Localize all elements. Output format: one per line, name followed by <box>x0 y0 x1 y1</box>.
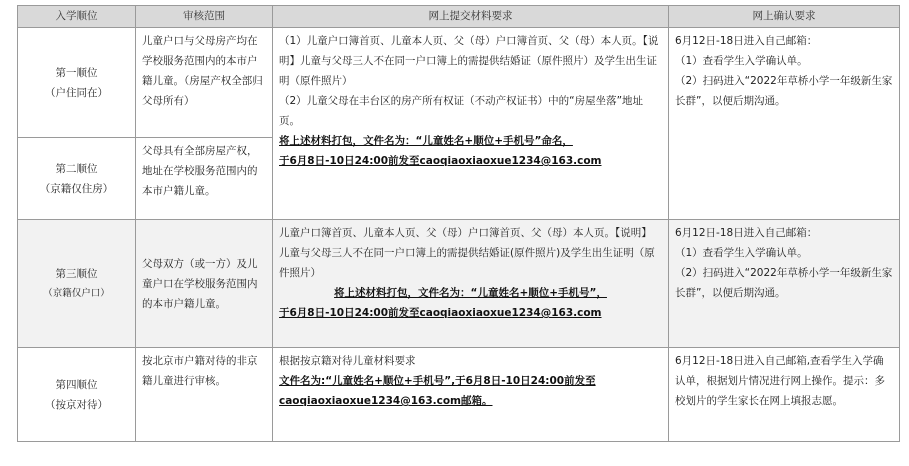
order-cell <box>18 28 136 138</box>
confirm-cell: 6月12日-18日进入自己邮箱,查看学生入学确认单，根据划片情况进行网上操作。提示：多校划片的学生家长在网上填报志愿。 <box>669 348 900 442</box>
header-confirm: 网上确认要求 <box>669 6 900 28</box>
scope-cell: 父母具有全部房屋产权，地址在学校服务范围内的本市户籍儿童。 <box>136 138 273 220</box>
order-sub: （京籍仅住房） <box>39 182 114 195</box>
materials-item: （2）儿童父母在丰台区的房产所有权证（不动产权证书）中的“房屋坐落”地址页。 <box>279 95 644 127</box>
header-materials: 网上提交材料要求 <box>273 6 669 28</box>
order-cell <box>18 220 136 348</box>
materials-cell <box>273 220 669 348</box>
order-name: 第四顺位 <box>55 378 98 391</box>
materials-intro: 根据按京籍对待儿童材料要求 <box>279 355 416 367</box>
table-row <box>18 348 900 442</box>
confirm-item: 6月12日-18日进入自己邮箱： <box>675 227 818 239</box>
scope-cell: 按北京市户籍对待的非京籍儿童进行审核。 <box>136 348 273 442</box>
order-name: 第三顺位 <box>55 267 98 280</box>
table-header-row <box>18 6 900 28</box>
confirm-cell <box>669 28 900 220</box>
table-row <box>18 28 900 138</box>
pack-instruction: 文件名为:“儿童姓名+顺位+手机号”,于6月8日-10日24:00前发至caoqiaoxiaoxue1234@163.com邮箱。 <box>279 375 596 407</box>
order-cell <box>18 138 136 220</box>
table-row <box>18 220 900 348</box>
order-sub: （户住同在） <box>45 86 108 99</box>
scope-cell: 父母双方（或一方）及儿童户口在学校服务范围内的本市户籍儿童。 <box>136 220 273 348</box>
scope-cell: 儿童户口与父母房产均在学校服务范围内的本市户籍儿童。（房屋产权全部归父母所有） <box>136 28 273 138</box>
confirm-cell <box>669 220 900 348</box>
confirm-item: （2）扫码进入“2022年草桥小学一年级新生家长群”，以便后期沟通。 <box>675 267 893 299</box>
pack-deadline-email: 于6月8日-10日24:00前发至caoqiaoxiaoxue1234@163.com <box>279 155 602 167</box>
confirm-item: （1）查看学生入学确认单。 <box>675 55 808 67</box>
order-name: 第一顺位 <box>55 66 98 79</box>
confirm-item: 6月12日-18日进入自己邮箱： <box>675 35 818 47</box>
materials-text: 儿童户口簿首页、儿童本人页、父（母）户口簿首页、父（母）本人页。【说明】儿童与父母三人不在同一户口簿上的需提供结婚证(原件照片)及学生出生证明（原件照片） <box>279 227 655 279</box>
pack-instruction: 将上述材料打包，文件名为：“儿童姓名+顺位+手机号”命名， <box>279 135 573 147</box>
order-sub: （按京对待） <box>45 398 108 411</box>
order-name: 第二顺位 <box>55 162 98 175</box>
confirm-item: （1）查看学生入学确认单。 <box>675 247 808 259</box>
order-sub: （京籍仅户口） <box>43 287 110 299</box>
materials-item: （1）儿童户口簿首页、儿童本人页、父（母）户口簿首页、父（母）本人页。【说明】儿童与父母三人不在同一户口簿上的需提供结婚证（原件照片）及学生出生证明（原件照片） <box>279 35 659 87</box>
order-cell <box>18 348 136 442</box>
admission-table <box>17 5 900 442</box>
confirm-item: （2）扫码进入“2022年草桥小学一年级新生家长群”，以便后期沟通。 <box>675 75 893 107</box>
header-scope: 审核范围 <box>136 6 273 28</box>
materials-cell <box>273 348 669 442</box>
materials-cell <box>273 28 669 220</box>
pack-deadline-email: 于6月8日-10日24:00前发至caoqiaoxiaoxue1234@163.com <box>279 307 602 319</box>
header-order: 入学顺位 <box>18 6 136 28</box>
pack-instruction: 将上述材料打包，文件名为：“儿童姓名+顺位+手机号”， <box>334 287 607 299</box>
